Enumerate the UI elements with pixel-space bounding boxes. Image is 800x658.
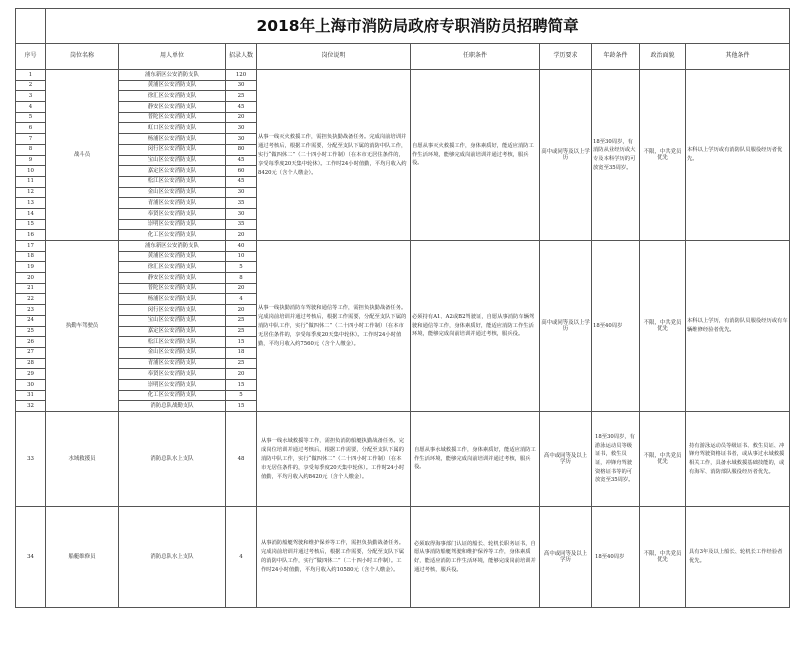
hire-count: 45: [226, 176, 257, 187]
hire-count: 80: [226, 144, 257, 155]
education-requirement: 高中或同等及以上学历: [540, 70, 592, 241]
employer-unit: 闵行区公安消防支队: [119, 144, 226, 155]
row-index: 18: [16, 251, 46, 262]
table-row: [16, 70, 790, 81]
education-requirement: 高中或同等及以上学历: [540, 507, 592, 608]
age-requirement: 18至40周岁: [592, 241, 640, 412]
row-index: 24: [16, 315, 46, 326]
employer-unit: 杨浦区公安消防支队: [119, 134, 226, 145]
row-index: 19: [16, 262, 46, 273]
employer-unit: 浦东新区公安消防支队: [119, 241, 226, 252]
employer-unit: 徐汇区公安消防支队: [119, 91, 226, 102]
employer-unit: 青浦区公安消防支队: [119, 198, 226, 209]
employer-unit: 化工区公安消防支队: [119, 390, 226, 401]
row-index: 10: [16, 166, 46, 177]
position-name: 战斗员: [46, 70, 119, 241]
employer-unit: 普陀区公安消防支队: [119, 283, 226, 294]
position-requirements: 必须取得海事部门认证的船长、轮机长职务证书，自愿从事消防船艇驾驶和维护保养等工作，身体素质好，能适应消防工作生活环境，能够完成岗前培训并通过考核，服兵役。: [411, 507, 540, 608]
header-index: 序号: [16, 44, 46, 70]
hire-count: 20: [226, 369, 257, 380]
position-description: 从事一线水域救援等工作，需担负消防船艇执勤战备任务。完成岗位培训并通过考核后，根据工作需要，分配至支队下属的消防中队工作，实行“做四休二”（二十四小时工作制）（在本市无居住条件的，享受每季度20天集中轮休）。工作时24小时值勤，平均月收入约8420元（含个人缴金）。: [257, 412, 411, 507]
employer-unit: 嘉定区公安消防支队: [119, 326, 226, 337]
hire-count: 25: [226, 91, 257, 102]
hire-count: 40: [226, 241, 257, 252]
employer-unit: 宝山区公安消防支队: [119, 155, 226, 166]
hire-count: 30: [226, 123, 257, 134]
employer-unit: 闵行区公安消防支队: [119, 305, 226, 316]
employer-unit: 静安区公安消防支队: [119, 102, 226, 113]
row-index: 9: [16, 155, 46, 166]
employer-unit: 崇明区公安消防支队: [119, 379, 226, 390]
row-index: 13: [16, 198, 46, 209]
employer-unit: 普陀区公安消防支队: [119, 112, 226, 123]
employer-unit: 奉贤区公安消防支队: [119, 208, 226, 219]
hire-count: 18: [226, 347, 257, 358]
political-status: 不限，中共党员优先: [640, 70, 686, 241]
hire-count: 35: [226, 198, 257, 209]
header-row: [16, 44, 790, 70]
row-index: 6: [16, 123, 46, 134]
political-status: 不限，中共党员优先: [640, 412, 686, 507]
row-index: 2: [16, 80, 46, 91]
employer-unit: 浦东新区公安消防支队: [119, 70, 226, 81]
header-position: 岗位名称: [46, 44, 119, 70]
hire-count: 10: [226, 251, 257, 262]
row-index: 21: [16, 283, 46, 294]
position-name: 水域救援员: [46, 412, 119, 507]
other-requirements: 本科以上学历或有消防队员服役经历者优先。: [686, 70, 790, 241]
row-index: 23: [16, 305, 46, 316]
row-index: 17: [16, 241, 46, 252]
position-name: 船艇维修员: [46, 507, 119, 608]
employer-unit: 松江区公安消防支队: [119, 337, 226, 348]
hire-count: 30: [226, 187, 257, 198]
row-index: 5: [16, 112, 46, 123]
page-title: 2018年上海市消防局政府专职消防员招聘简章: [46, 9, 790, 44]
employer-unit: 奉贤区公安消防支队: [119, 369, 226, 380]
row-index: 15: [16, 219, 46, 230]
position-description: 从事一线灭火救援工作，需担负执勤战备任务。完成岗前培训并通过考核后，根据工作需要，分配至支队下属的消防中队工作，实行“做四休二”（二十四小时工作制）（在本市无居住条件的，享受每季度20天集中轮休）。工作时24小时值勤，平均月收入约8420元（含个人缴金）。: [257, 70, 411, 241]
table-row: [16, 507, 790, 608]
row-index: 29: [16, 369, 46, 380]
recruitment-table-sheet: [15, 8, 789, 658]
header-description: 岗位说明: [257, 44, 411, 70]
education-requirement: 高中或同等及以上学历: [540, 412, 592, 507]
other-requirements: 持有游泳运动员等级证书、救生员证、冲锋舟驾驶资格证书者，或从事过水域救援相关工作，具备水域救援基础技能的，或有海军、消防部队服役经历者优先。: [686, 412, 790, 507]
row-index: 1: [16, 70, 46, 81]
row-index: 20: [16, 273, 46, 284]
hire-count: 15: [226, 337, 257, 348]
employer-unit: 嘉定区公安消防支队: [119, 166, 226, 177]
header-political: 政治面貌: [640, 44, 686, 70]
row-index: 31: [16, 390, 46, 401]
row-index: 26: [16, 337, 46, 348]
header-requirements: 任职条件: [411, 44, 540, 70]
other-requirements: 具有3年及以上船长、轮机长工作经验者优先。: [686, 507, 790, 608]
hire-count: 48: [226, 412, 257, 507]
header-education: 学历要求: [540, 44, 592, 70]
hire-count: 20: [226, 305, 257, 316]
age-requirement: 18至40周岁: [592, 507, 640, 608]
employer-unit: 金山区公安消防支队: [119, 347, 226, 358]
row-index: 3: [16, 91, 46, 102]
employer-unit: 虹口区公安消防支队: [119, 123, 226, 134]
employer-unit: 徐汇区公安消防支队: [119, 262, 226, 273]
hire-count: 20: [226, 230, 257, 241]
employer-unit: 松江区公安消防支队: [119, 176, 226, 187]
employer-unit: 宝山区公安消防支队: [119, 315, 226, 326]
employer-unit: 消防总队战勤支队: [119, 401, 226, 412]
political-status: 不限，中共党员优先: [640, 507, 686, 608]
employer-unit: 青浦区公安消防支队: [119, 358, 226, 369]
row-index: 4: [16, 102, 46, 113]
row-index: 32: [16, 401, 46, 412]
hire-count: 45: [226, 102, 257, 113]
header-age: 年龄条件: [592, 44, 640, 70]
row-index: 14: [16, 208, 46, 219]
hire-count: 45: [226, 155, 257, 166]
hire-count: 15: [226, 379, 257, 390]
row-index: 16: [16, 230, 46, 241]
employer-unit: 黄浦区公安消防支队: [119, 80, 226, 91]
hire-count: 4: [226, 294, 257, 305]
position-description: 从事消防船艇驾驶和维护保养等工作，需担负执勤战备任务。完成岗前培训并通过考核后，根据工作需要，分配至支队下属的消防中队工作，实行“做四休二”（二十四小时工作制）。工作时24小时值勤，平均月收入约10580元（含个人缴金）。: [257, 507, 411, 608]
row-index: 27: [16, 347, 46, 358]
position-requirements: 自愿从事灭火救援工作，身体素质好，能适应消防工作生活环境，能够完成岗前培训并通过考核，服兵役。: [411, 70, 540, 241]
row-index: 30: [16, 379, 46, 390]
age-requirement: 18至30周岁，有游泳运动员等级证书，救生员证，冲锋舟驾驶资格证书等的可放宽至35周岁。: [592, 412, 640, 507]
header-unit: 用人单位: [119, 44, 226, 70]
row-index: 11: [16, 176, 46, 187]
employer-unit: 静安区公安消防支队: [119, 273, 226, 284]
political-status: 不限，中共党员优先: [640, 241, 686, 412]
position-requirements: 必须持有A1、A2或B2驾驶证，自愿从事消防车辆驾驶和通信等工作，身体素质好，能适应消防工作生活环境，能够完成岗前培训并通过考核，服兵役。: [411, 241, 540, 412]
employer-unit: 崇明区公安消防支队: [119, 219, 226, 230]
row-index: 22: [16, 294, 46, 305]
hire-count: 8: [226, 273, 257, 284]
recruitment-table: [15, 8, 790, 608]
age-requirement: 18至30周岁，有消防从业经历或大专及本科学历的可放宽至35周岁。: [592, 70, 640, 241]
position-requirements: 自愿从事水域救援工作，身体素质好，能适应消防工作生活环境，能够完成岗前培训并通过考核，服兵役。: [411, 412, 540, 507]
title-blank-cell: [16, 9, 46, 44]
table-row: [16, 412, 790, 507]
position-description: 从事一线执勤消防车驾驶和通信等工作，需担负执勤战备任务。完成岗前培训并通过考核后，根据工作需要，分配至支队下属的消防中队工作，实行“做四休二”（二十四小时工作制）（在本市无居住条件的，享受每季度20天集中轮休）。工作时24小时值勤，平均月收入约7560元（含个人缴金）。: [257, 241, 411, 412]
employer-unit: 杨浦区公安消防支队: [119, 294, 226, 305]
hire-count: 15: [226, 401, 257, 412]
hire-count: 4: [226, 507, 257, 608]
header-other: 其他条件: [686, 44, 790, 70]
hire-count: 20: [226, 112, 257, 123]
hire-count: 25: [226, 326, 257, 337]
row-index: 34: [16, 507, 46, 608]
hire-count: 30: [226, 208, 257, 219]
row-index: 33: [16, 412, 46, 507]
row-index: 8: [16, 144, 46, 155]
row-index: 12: [16, 187, 46, 198]
hire-count: 5: [226, 262, 257, 273]
employer-unit: 消防总队水上支队: [119, 412, 226, 507]
hire-count: 5: [226, 390, 257, 401]
hire-count: 35: [226, 219, 257, 230]
employer-unit: 化工区公安消防支队: [119, 230, 226, 241]
hire-count: 30: [226, 134, 257, 145]
hire-count: 25: [226, 358, 257, 369]
hire-count: 20: [226, 283, 257, 294]
education-requirement: 高中或同等及以上学历: [540, 241, 592, 412]
position-name: 执勤车驾驶员: [46, 241, 119, 412]
employer-unit: 黄浦区公安消防支队: [119, 251, 226, 262]
row-index: 25: [16, 326, 46, 337]
hire-count: 25: [226, 315, 257, 326]
table-row: [16, 241, 790, 252]
employer-unit: 金山区公安消防支队: [119, 187, 226, 198]
hire-count: 30: [226, 80, 257, 91]
row-index: 28: [16, 358, 46, 369]
employer-unit: 消防总队水上支队: [119, 507, 226, 608]
header-count: 招录人数: [226, 44, 257, 70]
hire-count: 120: [226, 70, 257, 81]
hire-count: 60: [226, 166, 257, 177]
other-requirements: 本科以上学历，有消防队员服役经历或有车辆维修经验者优先。: [686, 241, 790, 412]
row-index: 7: [16, 134, 46, 145]
